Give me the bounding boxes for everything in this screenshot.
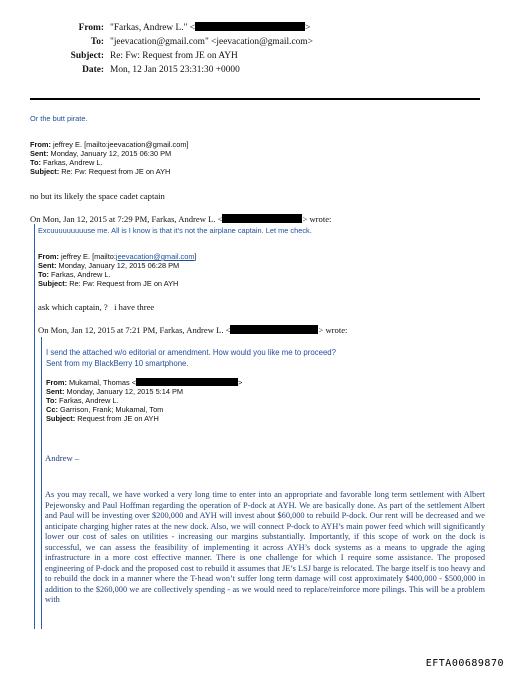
msg2-sent-label: Sent: — [30, 149, 49, 158]
msg2-from-label: From: — [30, 140, 51, 149]
msg6-from-value: Mukamal, Thomas < — [69, 378, 137, 387]
msg4-body: ask which captain, ? i have three — [38, 302, 155, 312]
from-value — [110, 22, 310, 34]
msg5-quote-prefix: On Mon, Jan 12, 2015 at 7:21 PM, Farkas, Andrew L. < — [38, 325, 231, 335]
msg2-sent-value: Monday, January 12, 2015 06:30 PM — [50, 149, 172, 158]
msg2-to-value: Farkas, Andrew L. — [43, 158, 103, 167]
document-id: EFTA00689870 — [425, 658, 504, 669]
msg6-sent-value: Monday, January 12, 2015 5:14 PM — [66, 387, 184, 396]
msg5-quote-line — [38, 325, 347, 336]
date-label: Date: — [82, 65, 104, 75]
redaction-bar — [195, 22, 305, 31]
msg6-subject-row — [46, 414, 476, 423]
msg2-from-value: jeffrey E. [mailto:jeevacation@gmail.com] — [53, 140, 189, 149]
subject-value: Re: Fw: Request from JE on AYH — [110, 51, 238, 61]
msg6-cc-label: Cc: — [46, 405, 58, 414]
from-label: From: — [78, 23, 104, 33]
msg3-quote-line — [30, 214, 331, 225]
msg4-to-value: Farkas, Andrew L. — [51, 270, 111, 279]
to-label: To: — [90, 37, 104, 47]
from-tail: > — [305, 23, 311, 33]
msg4-from-suffix: ] — [194, 252, 197, 261]
msg4-from-row — [38, 252, 478, 261]
msg2-sent-row — [30, 149, 470, 158]
msg4-subject-label: Subject: — [38, 279, 68, 288]
msg3-quote-suffix: > wrote: — [302, 214, 332, 224]
msg4-subject-value: Re: Fw: Request from JE on AYH — [69, 279, 179, 288]
msg2-from-row — [30, 140, 470, 149]
msg2-to-label: To: — [30, 158, 41, 167]
msg5-line2: Sent from my BlackBerry 10 smartphone. — [46, 359, 189, 368]
msg3-body: Excuuuuuuuuuse me. All is I know is that it's not the airplane captain. Let me check. — [38, 226, 312, 235]
quote-bar-2 — [41, 337, 42, 629]
date-value: Mon, 12 Jan 2015 23:31:30 +0000 — [110, 65, 240, 75]
msg4-email-link[interactable]: jeevacation@gmail.com — [115, 252, 195, 261]
from-text: "Farkas, Andrew L." < — [110, 23, 196, 33]
msg4-from-label: From: — [38, 252, 59, 261]
msg2-to-row — [30, 158, 470, 167]
quote-bar-1 — [34, 224, 35, 629]
msg4-header — [38, 252, 478, 288]
msg4-sent-label: Sent: — [38, 261, 57, 270]
to-value: "jeevacation@gmail.com" <jeevacation@gmail.com> — [110, 37, 313, 47]
msg6-greeting: Andrew – — [45, 453, 80, 463]
redaction-bar — [222, 214, 302, 223]
msg6-to-row — [46, 396, 476, 405]
msg5-text — [46, 347, 336, 369]
msg4-from-prefix: jeffrey E. [mailto: — [61, 252, 116, 261]
msg6-sent-row — [46, 387, 476, 396]
msg2-header — [30, 140, 470, 176]
msg4-sent-row — [38, 261, 478, 270]
msg5-quote-suffix: > wrote: — [318, 325, 348, 335]
msg6-from-tail: > — [238, 378, 243, 387]
msg2-subject-value: Re: Fw: Request from JE on AYH — [61, 167, 171, 176]
msg6-body: As you may recall, we have worked a very long time to enter into an appropriate and favorable long term settlement with Albert Pejewonsky and Paul Hoffman regarding the operation of P-dock at AYH. We are basically done. As part of the settlement Albert and Paul will be investing over $200,000 and AYH will invest about $60,000 to rebuild P-dock. Our rent will be decreased and we anticipate charging higher rates at the new dock. Also, we will connect P-dock to AYH’s main power feed which will significantly lower our cost of sales on utilities - increasing our margins substantially. Importantly, if this scope of work on the dock is successful, we can assess the feasibility of implementing it across AYH’s dock systems as a means to upgrade the aging infrastructure in a more cost effective manner. There is one challenge for which I require some assistance. The proposed engineering of P-dock and the proposed cost to rebuild it assumes that JE’s LSJ barge is relocated. The barge itself is too heavy and to rebuild the dock in a manner where the T-head won’t suffer long term damage will cost approximately $400,000 - $500,000 in addition to the $260,000 we are collectively spending - as we would need to replace/reinforce more pilings. This will be a problem with — [45, 490, 485, 604]
msg2-body: no but its likely the space cadet captain — [30, 191, 165, 201]
msg6-from-row — [46, 378, 476, 387]
msg6-to-label: To: — [46, 396, 57, 405]
msg6-to-value: Farkas, Andrew L. — [59, 396, 119, 405]
msg4-to-label: To: — [38, 270, 49, 279]
msg4-to-row — [38, 270, 478, 279]
msg4-subject-row — [38, 279, 478, 288]
msg2-subject-label: Subject: — [30, 167, 60, 176]
msg6-subject-value: Request from JE on AYH — [77, 414, 159, 423]
msg4-sent-value: Monday, January 12, 2015 06:28 PM — [58, 261, 180, 270]
msg6-cc-row — [46, 405, 476, 414]
msg5-line1: I send the attached w/o editorial or amendment. How would you like me to proceed? — [46, 348, 336, 357]
msg6-cc-value: Garrison, Frank; Mukamal, Tom — [59, 405, 164, 414]
msg6-header — [46, 378, 476, 423]
msg2-subject-row — [30, 167, 470, 176]
reply-text-1: Or the butt pirate. — [30, 114, 88, 123]
msg6-sent-label: Sent: — [46, 387, 65, 396]
subject-label: Subject: — [70, 51, 104, 61]
msg6-subject-label: Subject: — [46, 414, 76, 423]
msg3-quote-prefix: On Mon, Jan 12, 2015 at 7:29 PM, Farkas, Andrew L. < — [30, 214, 223, 224]
redaction-bar — [230, 325, 318, 334]
header-divider — [30, 98, 480, 100]
msg6-from-label: From: — [46, 378, 67, 387]
redaction-bar — [136, 378, 238, 386]
